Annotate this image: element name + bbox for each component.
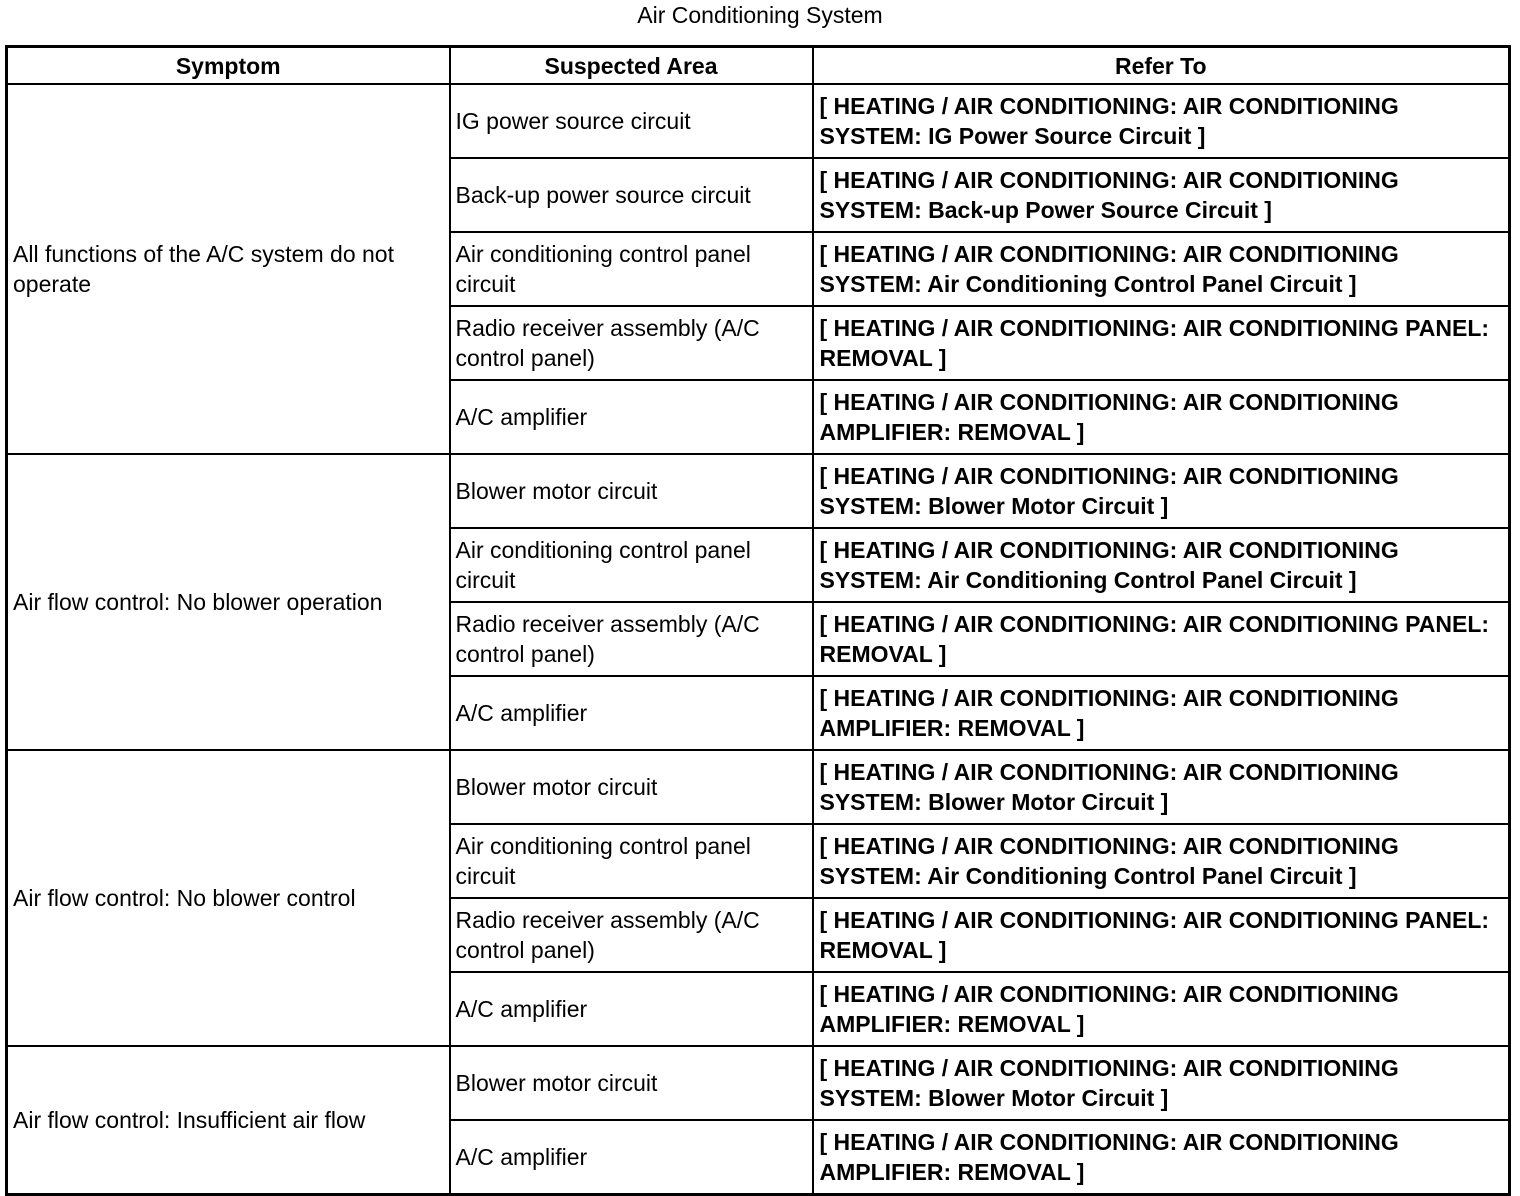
table-row xyxy=(7,1046,1510,1120)
suspected-area-cell: Blower motor circuit xyxy=(450,750,813,824)
suspected-area-cell: A/C amplifier xyxy=(450,676,813,750)
table-caption: Air Conditioning System xyxy=(637,2,883,28)
symptom-table xyxy=(5,45,1511,1196)
refer-to-link[interactable]: [ HEATING / AIR CONDITIONING: AIR CONDITIONING AMPLIFIER: REMOVAL ] xyxy=(813,676,1510,750)
suspected-area-cell: Air conditioning control panel circuit xyxy=(450,232,813,306)
refer-to-link[interactable]: [ HEATING / AIR CONDITIONING: AIR CONDITIONING PANEL: REMOVAL ] xyxy=(813,306,1510,380)
suspected-area-cell: Radio receiver assembly (A/C control panel) xyxy=(450,602,813,676)
suspected-area-cell: Air conditioning control panel circuit xyxy=(450,528,813,602)
refer-to-link[interactable]: [ HEATING / AIR CONDITIONING: AIR CONDITIONING SYSTEM: Blower Motor Circuit ] xyxy=(813,1046,1510,1120)
suspected-area-cell: Air conditioning control panel circuit xyxy=(450,824,813,898)
header-suspected-area: Suspected Area xyxy=(450,47,813,85)
table-row xyxy=(7,84,1510,158)
refer-to-link[interactable]: [ HEATING / AIR CONDITIONING: AIR CONDITIONING SYSTEM: Back-up Power Source Circuit ] xyxy=(813,158,1510,232)
symptom-cell: Air flow control: Insufficient air flow xyxy=(7,1046,450,1195)
suspected-area-cell: A/C amplifier xyxy=(450,972,813,1046)
refer-to-link[interactable]: [ HEATING / AIR CONDITIONING: AIR CONDITIONING AMPLIFIER: REMOVAL ] xyxy=(813,972,1510,1046)
refer-to-link[interactable]: [ HEATING / AIR CONDITIONING: AIR CONDITIONING SYSTEM: Air Conditioning Control Panel Circuit ] xyxy=(813,824,1510,898)
symptom-cell: All functions of the A/C system do not operate xyxy=(7,84,450,454)
table-row xyxy=(7,750,1510,824)
refer-to-link[interactable]: [ HEATING / AIR CONDITIONING: AIR CONDITIONING SYSTEM: Blower Motor Circuit ] xyxy=(813,750,1510,824)
refer-to-link[interactable]: [ HEATING / AIR CONDITIONING: AIR CONDITIONING SYSTEM: IG Power Source Circuit ] xyxy=(813,84,1510,158)
refer-to-link[interactable]: [ HEATING / AIR CONDITIONING: AIR CONDITIONING PANEL: REMOVAL ] xyxy=(813,602,1510,676)
refer-to-link[interactable]: [ HEATING / AIR CONDITIONING: AIR CONDITIONING AMPLIFIER: REMOVAL ] xyxy=(813,380,1510,454)
refer-to-link[interactable]: [ HEATING / AIR CONDITIONING: AIR CONDITIONING SYSTEM: Blower Motor Circuit ] xyxy=(813,454,1510,528)
suspected-area-cell: A/C amplifier xyxy=(450,1120,813,1195)
suspected-area-cell: Radio receiver assembly (A/C control panel) xyxy=(450,306,813,380)
table-row xyxy=(7,454,1510,528)
table-header-row xyxy=(7,47,1510,85)
suspected-area-cell: Blower motor circuit xyxy=(450,1046,813,1120)
suspected-area-cell: Radio receiver assembly (A/C control panel) xyxy=(450,898,813,972)
table-body xyxy=(7,84,1510,1195)
refer-to-link[interactable]: [ HEATING / AIR CONDITIONING: AIR CONDITIONING SYSTEM: Air Conditioning Control Panel Circuit ] xyxy=(813,528,1510,602)
suspected-area-cell: A/C amplifier xyxy=(450,380,813,454)
header-symptom: Symptom xyxy=(7,47,450,85)
suspected-area-cell: Back-up power source circuit xyxy=(450,158,813,232)
refer-to-link[interactable]: [ HEATING / AIR CONDITIONING: AIR CONDITIONING PANEL: REMOVAL ] xyxy=(813,898,1510,972)
refer-to-link[interactable]: [ HEATING / AIR CONDITIONING: AIR CONDITIONING AMPLIFIER: REMOVAL ] xyxy=(813,1120,1510,1195)
refer-to-link[interactable]: [ HEATING / AIR CONDITIONING: AIR CONDITIONING SYSTEM: Air Conditioning Control Panel Circuit ] xyxy=(813,232,1510,306)
header-refer-to: Refer To xyxy=(813,47,1510,85)
suspected-area-cell: IG power source circuit xyxy=(450,84,813,158)
symptom-cell: Air flow control: No blower control xyxy=(7,750,450,1046)
suspected-area-cell: Blower motor circuit xyxy=(450,454,813,528)
symptom-cell: Air flow control: No blower operation xyxy=(7,454,450,750)
